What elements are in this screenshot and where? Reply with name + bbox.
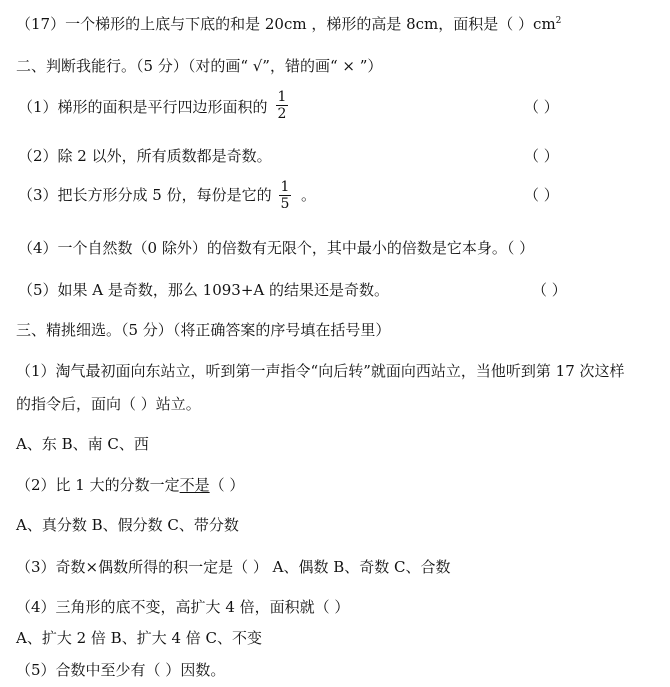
judge-item-2-blank: （ ） — [524, 147, 559, 165]
fraction-denominator: 2 — [277, 106, 287, 122]
judge-item-4-text: （4）一个自然数（0 除外）的倍数有无限个，其中最小的倍数是它本身。（ ） — [18, 239, 535, 257]
judge-item-3-blank: （ ） — [524, 186, 559, 204]
section-3-title: 三、精挑细选。（5 分）（将正确答案的序号填在括号里） — [16, 321, 391, 339]
judge-item-5-blank: （ ） — [532, 281, 567, 299]
judge-item-1-text: （1）梯形的面积是平行四边形面积的 — [18, 98, 268, 116]
choice-q2-options: A、真分数 B、假分数 C、带分数 — [16, 516, 239, 534]
fraction-denominator: 5 — [280, 196, 290, 212]
judge-item-3-text: （3）把长方形分成 5 份，每份是它的 — [18, 186, 272, 204]
choice-q3: （3）奇数×偶数所得的积一定是（ ） A、偶数 B、奇数 C、合数 — [16, 558, 451, 576]
question-17-text: （17）一个梯形的上底与下底的和是 20cm ，梯形的高是 8cm，面积是（ ）cm — [16, 15, 556, 33]
question-17 — [16, 14, 561, 34]
choice-q4: （4）三角形的底不变，高扩大 4 倍，面积就（ ） — [16, 598, 350, 616]
choice-q2-post: （ ） — [209, 476, 245, 494]
choice-q2-underlined: 不是 — [179, 476, 210, 494]
choice-q2 — [16, 475, 244, 495]
choice-q1-options: A、东 B、南 C、西 — [16, 435, 149, 453]
choice-q2-pre: （2）比 1 大的分数一定 — [16, 476, 180, 494]
choice-q4-options: A、扩大 2 倍 B、扩大 4 倍 C、不变 — [16, 629, 263, 647]
judge-item-2-text: （2）除 2 以外，所有质数都是奇数。 — [18, 147, 272, 165]
choice-q1-line2: 的指令后，面向（ ）站立。 — [16, 395, 201, 413]
judge-item-1-blank: （ ） — [524, 98, 559, 116]
judge-item-3-after: 。 — [301, 186, 317, 204]
choice-q5: （5）合数中至少有（ ）因数。 — [16, 661, 226, 679]
fraction-numerator: 1 — [280, 179, 290, 195]
unit-superscript: 2 — [555, 16, 562, 26]
choice-q1-line1: （1）淘气最初面向东站立，听到第一声指令“向后转”就面向西站立，当他听到第 17 次这样 — [16, 362, 625, 380]
fraction-numerator: 1 — [277, 89, 287, 105]
section-2-title: 二、判断我能行。（5 分）（对的画“ √”，错的画“ × ”） — [16, 57, 383, 75]
judge-item-5-text: （5）如果 A 是奇数，那么 1093+A 的结果还是奇数。 — [18, 281, 390, 299]
